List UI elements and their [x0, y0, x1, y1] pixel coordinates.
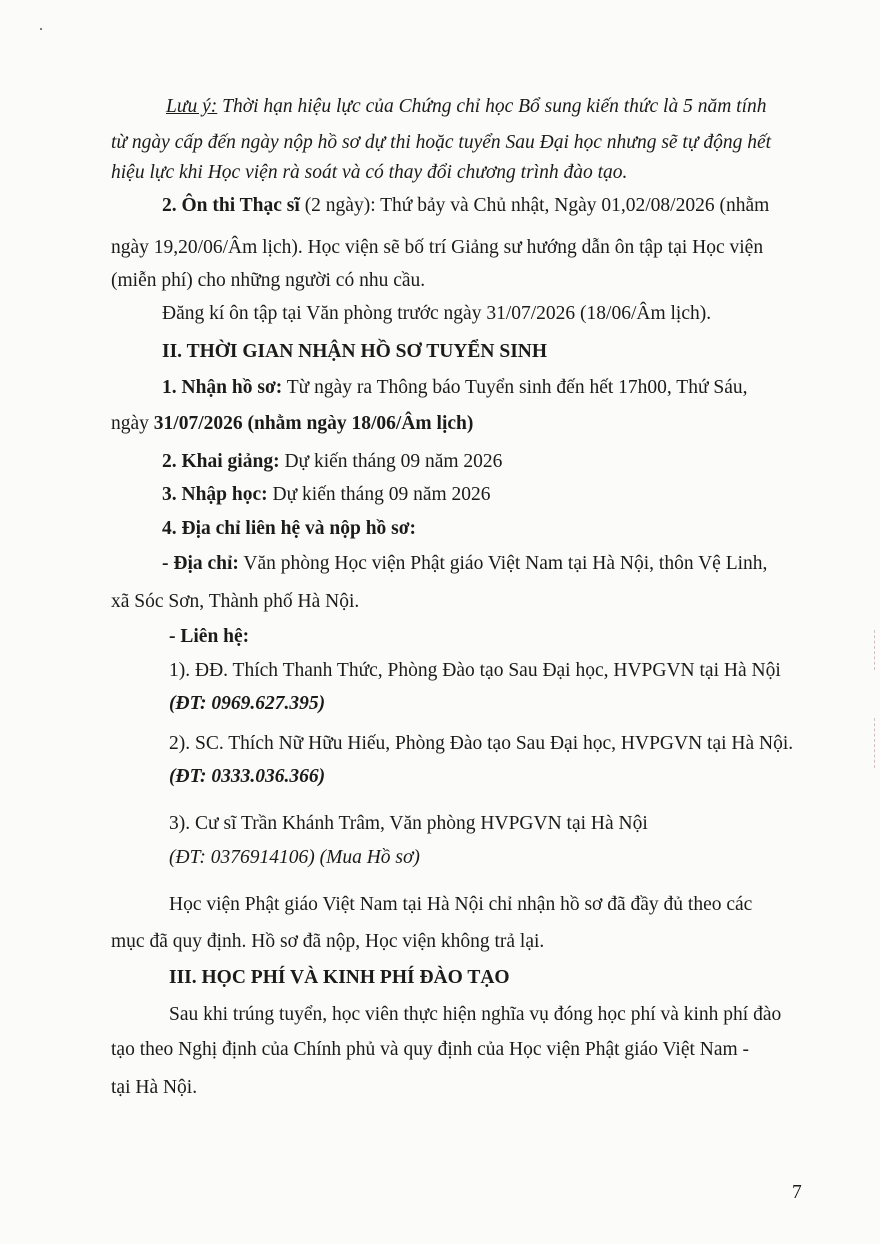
review-label: 2. Ôn thi Thạc sĩ [162, 195, 300, 216]
address-line-1: - Địa chỉ: Văn phòng Học viện Phật giáo Việt Nam tại Hà Nội, thôn Vệ Linh, [162, 553, 768, 574]
page-number: 7 [792, 1182, 802, 1203]
note-line-3: hiệu lực khi Học viện rà soát và có thay đổi chương trình đào tạo. [111, 162, 628, 183]
opening-line: 2. Khai giảng: Dự kiến tháng 09 năm 2026 [162, 451, 503, 472]
address-line-2: xã Sóc Sơn, Thành phố Hà Nội. [111, 591, 360, 612]
contact-heading: 4. Địa chỉ liên hệ và nộp hồ sơ: [162, 518, 417, 539]
section-2-heading: II. THỜI GIAN NHẬN HỒ SƠ TUYỂN SINH [162, 341, 548, 362]
note-line-2: từ ngày cấp đến ngày nộp hồ sơ dự thi hoặc tuyển Sau Đại học nhưng sẽ tự động hết [111, 132, 772, 153]
contact-2-line: 2). SC. Thích Nữ Hữu Hiếu, Phòng Đào tạo Sau Đại học, HVPGVN tại Hà Nội. [169, 733, 794, 754]
final-note-line-1: Học viện Phật giáo Việt Nam tại Hà Nội chỉ nhận hồ sơ đã đầy đủ theo các [169, 894, 753, 915]
receive-line-1: 1. Nhận hồ sơ: Từ ngày ra Thông báo Tuyển sinh đến hết 17h00, Thứ Sáu, [162, 377, 748, 398]
scan-speck [40, 28, 42, 30]
review-line-1: 2. Ôn thi Thạc sĩ (2 ngày): Thứ bảy và Chủ nhật, Ngày 01,02/08/2026 (nhằm [162, 195, 770, 216]
margin-stamp-mark [868, 718, 875, 768]
final-note-line-2: mục đã quy định. Hồ sơ đã nộp, Học viện không trả lại. [111, 931, 545, 952]
review-line-4: Đăng kí ôn tập tại Văn phòng trước ngày 31/07/2026 (18/06/Âm lịch). [162, 303, 712, 324]
contact-label: - Liên hệ: [169, 626, 250, 647]
contact-1-line: 1). ĐĐ. Thích Thanh Thức, Phòng Đào tạo Sau Đại học, HVPGVN tại Hà Nội [169, 660, 781, 681]
contact-2-phone: (ĐT: 0333.036.366) [169, 766, 326, 787]
enroll-line: 3. Nhập học: Dự kiến tháng 09 năm 2026 [162, 484, 491, 505]
contact-1-phone: (ĐT: 0969.627.395) [169, 693, 326, 714]
note-line-1: Lưu ý: Thời hạn hiệu lực của Chứng chỉ học Bổ sung kiến thức là 5 năm tính [166, 96, 767, 117]
receive-line-2: ngày 31/07/2026 (nhằm ngày 18/06/Âm lịch) [111, 413, 474, 434]
contact-3-phone: (ĐT: 0376914106) (Mua Hồ sơ) [169, 847, 420, 868]
margin-stamp-mark [868, 630, 875, 670]
contact-3-line: 3). Cư sĩ Trần Khánh Trâm, Văn phòng HVPGVN tại Hà Nội [169, 813, 648, 834]
section-3-heading: III. HỌC PHÍ VÀ KINH PHÍ ĐÀO TẠO [169, 967, 510, 988]
fee-line-2: tạo theo Nghị định của Chính phủ và quy định của Học viện Phật giáo Việt Nam - [111, 1039, 750, 1060]
fee-line-1: Sau khi trúng tuyển, học viên thực hiện nghĩa vụ đóng học phí và kinh phí đào [169, 1004, 782, 1025]
review-line-3: (miễn phí) cho những người có nhu cầu. [111, 270, 426, 291]
fee-line-3: tại Hà Nội. [111, 1077, 198, 1098]
review-line-2: ngày 19,20/06/Âm lịch). Học viện sẽ bố trí Giảng sư hướng dẫn ôn tập tại Học viện [111, 237, 764, 258]
note-label: Lưu ý: [166, 96, 218, 117]
